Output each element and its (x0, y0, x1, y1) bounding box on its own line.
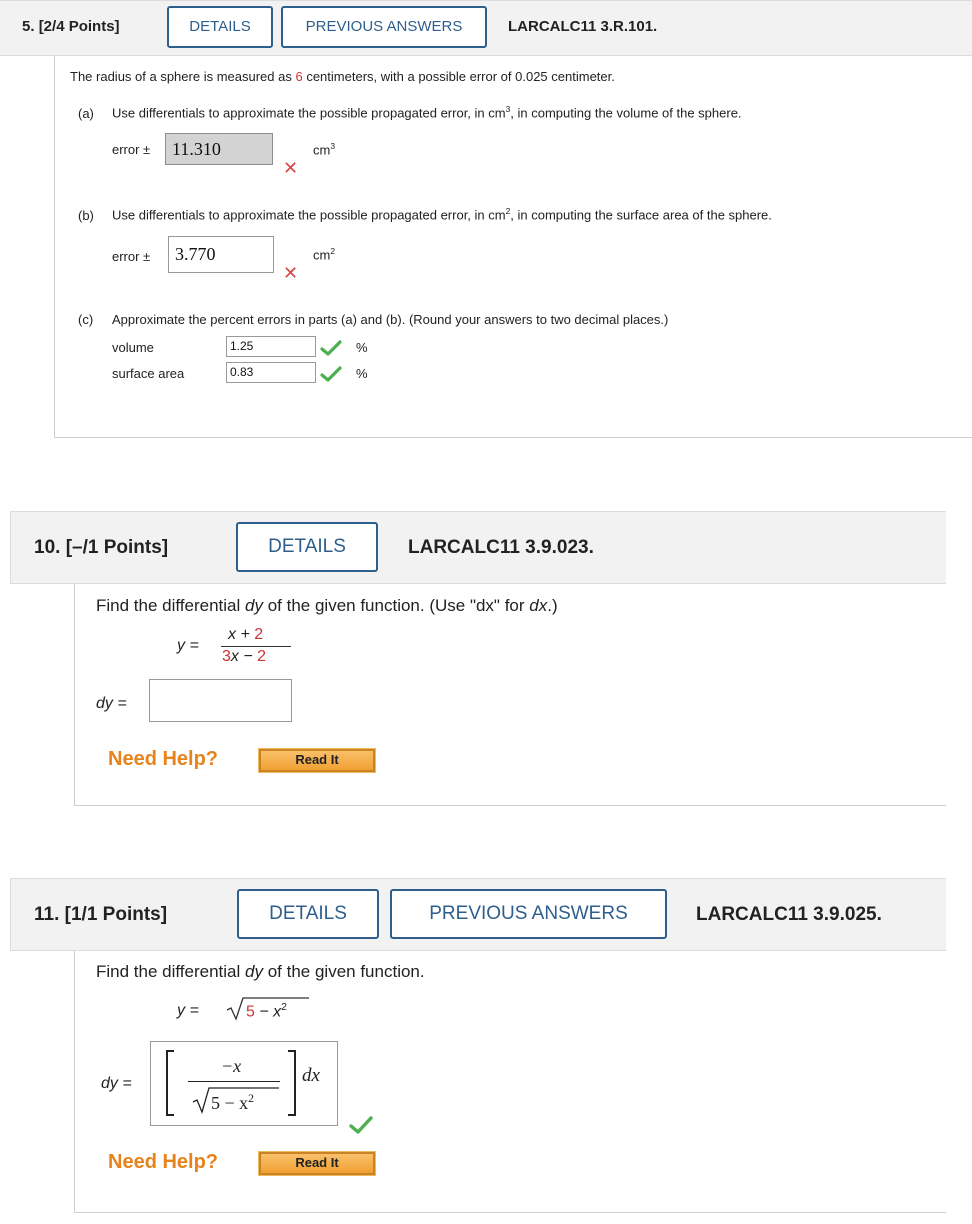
q10-num-2: 2 (254, 626, 264, 643)
q11-right-bracket (286, 1050, 298, 1116)
q5-part-a-label: (a) (78, 106, 94, 121)
q11-need-help: Need Help? (108, 1151, 219, 1173)
q10-need-help: Need Help? (108, 748, 219, 770)
q5-surface-correct-icon (320, 366, 342, 382)
q5-part-b-text-2: , in computing the surface area of the sphere. (510, 207, 772, 223)
q5-part-a-text (112, 104, 742, 120)
q10-den-3: 3 (222, 648, 231, 665)
q10-den-2: 2 (257, 648, 267, 665)
q11-answer-fraction-bar (188, 1081, 280, 1082)
q5-part-b-sup: 2 (505, 206, 511, 216)
q10-prompt-dx: dx (529, 596, 548, 615)
q11-correct-icon (349, 1116, 373, 1134)
q5-part-a-error-label: error ± (112, 142, 151, 157)
q10-number: 10. (34, 537, 61, 558)
q10-prompt-var: dy (245, 596, 263, 615)
q5-part-b-error-label: error ± (112, 249, 151, 264)
q5-number: 5. (22, 18, 35, 35)
q11-rad-sup: 2 (281, 1002, 287, 1013)
q5-part-c-text: Approximate the percent errors in parts (a) and (b). (Round your answers to two decimal places.) (112, 312, 669, 327)
q10-points: [–/1 Points] (65, 537, 169, 558)
q5-part-a-unit-sup: 3 (330, 141, 336, 151)
q5-part-c-label: (c) (78, 312, 94, 327)
q11-dy-label: dy = (101, 1075, 132, 1092)
q10-read-it-button[interactable]: Read It (259, 749, 375, 772)
q11-problem-code: LARCALC11 3.9.025. (696, 904, 882, 925)
q10-fraction-bar (221, 646, 291, 647)
q10-problem-code: LARCALC11 3.9.023. (408, 537, 594, 558)
q5-part-b-text-1: Use differentials to approximate the possible propagated error, in cm (112, 207, 506, 223)
q11-prompt (96, 962, 425, 982)
q10-title (34, 537, 168, 559)
q11-answer-numerator: −x (221, 1056, 242, 1076)
q11-ans-den-sup: 2 (248, 1092, 254, 1105)
q5-part-a-input[interactable]: 11.310 (165, 133, 273, 165)
q11-number: 11. (34, 904, 60, 925)
q5-part-b-input[interactable]: 3.770 (168, 236, 274, 273)
q10-y-equals: y = (177, 637, 199, 654)
q5-volume-label: volume (112, 340, 154, 355)
q10-prompt-c: .) (547, 596, 558, 615)
q11-read-it-button[interactable]: Read It (259, 1152, 375, 1175)
q11-points: [1/1 Points] (64, 904, 168, 925)
q10-prompt-b: of the given function. (Use "dx" for (267, 596, 525, 615)
q5-part-b-label: (b) (78, 208, 94, 223)
q5-volume-input[interactable]: 1.25 (226, 336, 316, 357)
q5-volume-percent: % (356, 340, 368, 355)
q11-previous-answers-button[interactable]: PREVIOUS ANSWERS (390, 889, 667, 939)
q11-prompt-a: Find the differential (96, 962, 241, 981)
q10-den-x: x − (230, 648, 253, 665)
q5-previous-answers-button[interactable]: PREVIOUS ANSWERS (281, 6, 487, 48)
q5-intro (70, 69, 615, 84)
q11-y-equals: y = (177, 1002, 199, 1019)
q10-num-x: x + (228, 626, 250, 643)
q10-prompt-a: Find the differential (96, 596, 241, 615)
q5-radius-value: 6 (295, 69, 303, 84)
q10-prompt (96, 596, 558, 616)
q10-dy-input[interactable] (149, 679, 292, 722)
q5-intro-a: The radius of a sphere is measured as (70, 69, 292, 84)
q11-answer-dx: dx (302, 1065, 320, 1086)
q5-points: [2/4 Points] (38, 18, 120, 35)
q11-rad-rest: − x (259, 1003, 282, 1021)
q5-title (22, 18, 120, 35)
q11-title (34, 904, 167, 926)
q10-dy-label: dy = (96, 695, 127, 712)
q5-details-button[interactable]: DETAILS (167, 6, 273, 48)
q5-surface-label: surface area (112, 366, 185, 381)
q11-radicand (246, 1002, 287, 1021)
q5-part-b-unit (313, 246, 335, 262)
q5-surface-percent: % (356, 366, 368, 381)
q5-part-a-incorrect-icon: ✕ (283, 158, 299, 178)
q10-denominator (222, 648, 266, 666)
q5-part-b-text (112, 206, 772, 222)
q11-rad-5: 5 (246, 1003, 255, 1021)
q11-left-bracket (164, 1050, 176, 1116)
q5-part-a-text-2: , in computing the volume of the sphere. (510, 105, 742, 121)
q5-part-b-incorrect-icon: ✕ (283, 263, 299, 283)
q10-numerator (228, 626, 263, 644)
q5-part-a-unit-text: cm (313, 142, 331, 158)
q5-problem-code: LARCALC11 3.R.101. (508, 18, 658, 35)
q11-prompt-var: dy (245, 962, 263, 981)
q5-part-a-sup: 3 (505, 104, 511, 114)
q11-answer-denominator (211, 1092, 254, 1114)
q5-part-a-unit (313, 141, 335, 157)
q11-prompt-b: of the given function. (267, 962, 425, 981)
q5-part-b-unit-text: cm (313, 247, 331, 263)
q5-surface-input[interactable]: 0.83 (226, 362, 316, 383)
q5-part-b-unit-sup: 2 (330, 246, 336, 256)
q11-details-button[interactable]: DETAILS (237, 889, 379, 939)
q5-intro-b: centimeters, with a possible error of 0.025 centimeter. (306, 69, 615, 84)
q5-volume-correct-icon (320, 340, 342, 356)
q5-part-a-text-1: Use differentials to approximate the possible propagated error, in cm (112, 105, 506, 121)
q10-details-button[interactable]: DETAILS (236, 522, 378, 572)
q11-ans-den: 5 − x (211, 1093, 249, 1113)
